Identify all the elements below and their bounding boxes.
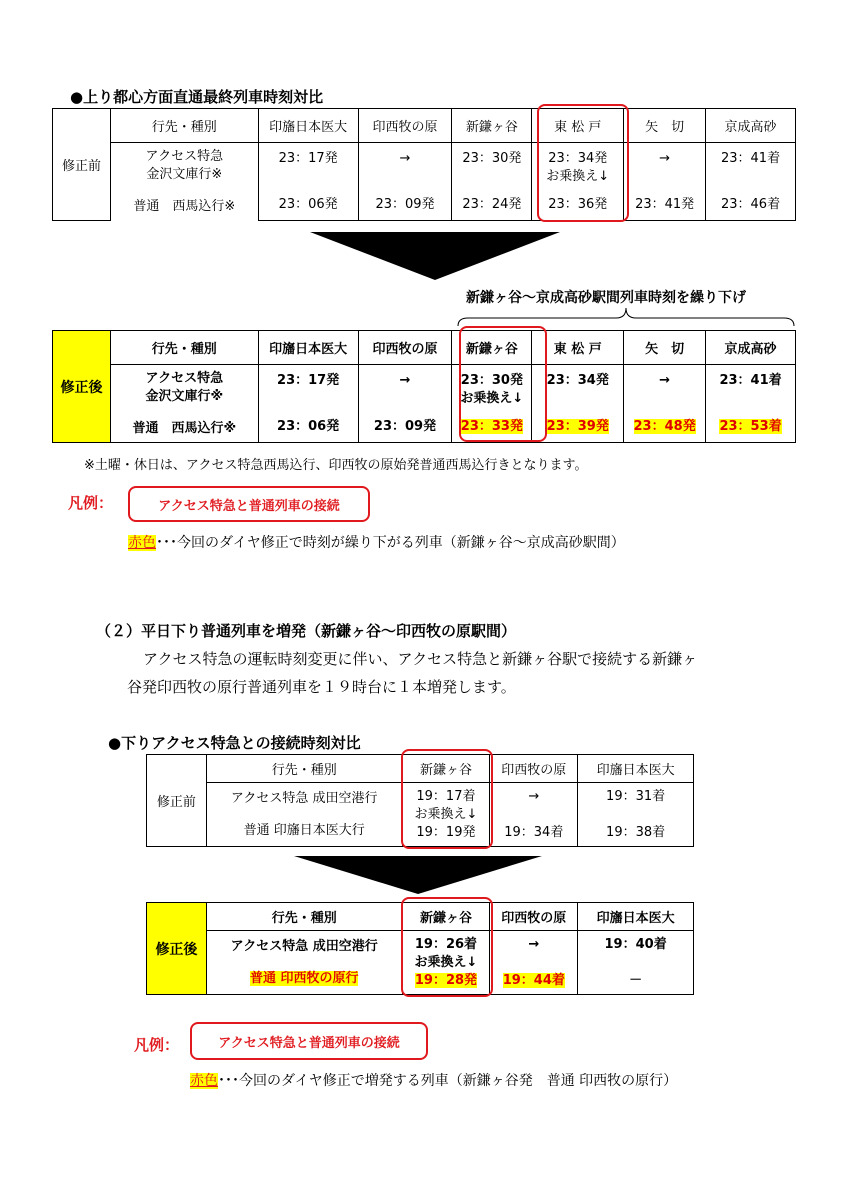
time-cell: 23：46着	[720, 196, 781, 212]
transfer-note: お乗換え↓	[414, 954, 478, 970]
time-cell: 23：24発	[462, 196, 522, 212]
train-types	[110, 143, 258, 221]
header-station: 印旛日本医大	[578, 903, 694, 931]
transfer-note: お乗換え↓	[460, 390, 524, 406]
train-types	[110, 365, 258, 443]
header-type: 行先・種別	[206, 903, 402, 931]
header-station: 京成高砂	[706, 331, 796, 365]
header-station: 印西牧の原	[358, 109, 452, 143]
time-cell: 19：38着	[606, 824, 666, 840]
color-key-text: ･･･今回のダイヤ修正で時刻が繰り下がる列車（新鎌ヶ谷～京成高砂駅間）	[156, 535, 625, 551]
legend-label: 凡例：	[68, 494, 114, 512]
color-key	[128, 532, 625, 552]
header-station: 印旛日本医大	[258, 109, 358, 143]
header-station: 新鎌ヶ谷	[402, 903, 490, 931]
row-label-before: 修正前	[53, 109, 111, 221]
time-cell: →	[528, 936, 540, 952]
time-cell-changed: 23：33発	[460, 418, 523, 434]
header-station: 東 松 戸	[532, 109, 624, 143]
transfer-note: お乗換え↓	[546, 168, 610, 184]
train-type-local: 普通 印旛日本医大行	[243, 822, 365, 838]
train-type-express: アクセス特急 成田空港行	[230, 938, 378, 954]
color-key-word: 赤色	[128, 535, 156, 551]
time-cell: →	[528, 788, 540, 804]
legend-box: アクセス特急と普通列車の接続	[190, 1022, 428, 1060]
time-cell: →	[399, 150, 411, 166]
color-key	[190, 1070, 677, 1090]
color-key-word: 赤色	[190, 1073, 218, 1089]
bracket-label: 新鎌ヶ谷～京成高砂駅間列車時刻を繰り下げ	[466, 290, 746, 306]
train-dest-express: 金沢文庫行※	[146, 166, 223, 182]
header-station: 印西牧の原	[490, 903, 578, 931]
highlight-shin-kamagaya	[401, 897, 493, 997]
header-station: 印旛日本医大	[578, 755, 694, 783]
row-label-before: 修正前	[147, 755, 207, 847]
time-cell: 23：09発	[375, 196, 435, 212]
time-cell: 23：30発	[462, 150, 522, 166]
header-station: 印旛日本医大	[258, 331, 358, 365]
time-cell: 23：41着	[719, 372, 782, 388]
header-station: 東 松 戸	[532, 331, 624, 365]
time-cell: 23：30発	[460, 372, 523, 388]
time-cell: →	[399, 372, 411, 388]
train-type-express: アクセス特急	[145, 148, 224, 164]
highlight-shin-kamagaya	[459, 326, 547, 442]
time-cell: 23：34発	[546, 372, 609, 388]
time-cell: 23：09発	[373, 418, 437, 434]
time-cell: →	[659, 150, 671, 166]
header-station: 新鎌ヶ谷	[402, 755, 490, 783]
train-type-local: 普通 西馬込行※	[133, 198, 236, 214]
section1-heading: ●上り都心方面直通最終列車時刻対比	[70, 88, 324, 106]
time-cell: 23：06発	[278, 196, 338, 212]
train-type-express: アクセス特急	[145, 370, 224, 386]
highlight-higashi-matsudo	[537, 104, 629, 222]
time-cell: 23：36発	[548, 196, 608, 212]
time-cell-new: 19：28発	[414, 972, 478, 988]
time-cell: 19：19発	[416, 824, 476, 840]
timetable-after-up	[52, 330, 796, 443]
time-cell: 23：41発	[635, 196, 695, 212]
legend-label: 凡例：	[134, 1036, 180, 1054]
time-cell-changed: 23：39発	[546, 418, 609, 434]
header-type: 行先・種別	[110, 109, 258, 143]
timetable-before-up	[52, 108, 796, 221]
header-station: 矢 切	[624, 331, 706, 365]
row-label-after: 修正後	[53, 331, 111, 443]
time-cell-changed: 23：48発	[633, 418, 696, 434]
time-cell-changed: 23：53着	[719, 418, 782, 434]
time-cell: 19：34着	[504, 824, 564, 840]
color-key-text: ･･･今回のダイヤ修正で増発する列車（新鎌ヶ谷発 普通 印西牧の原行）	[218, 1073, 678, 1089]
bracket-icon	[456, 306, 796, 328]
time-cell: 23：41着	[720, 150, 781, 166]
transfer-note: お乗換え↓	[414, 806, 478, 822]
header-type: 行先・種別	[110, 331, 258, 365]
time-cell: 23：17発	[278, 150, 338, 166]
time-cell: －	[629, 972, 643, 988]
header-station: 矢 切	[624, 109, 706, 143]
down-arrow-icon	[294, 856, 542, 896]
time-cell: 23：17発	[277, 372, 340, 388]
time-cell: 19：40着	[604, 936, 667, 952]
header-station: 京成高砂	[706, 109, 796, 143]
header-station: 印西牧の原	[490, 755, 578, 783]
time-cell: 19：31着	[606, 788, 666, 804]
time-cell: 23：06発	[277, 418, 340, 434]
time-cell: →	[659, 372, 671, 388]
section2-para-line2: 谷発印西牧の原行普通列車を１９時台に１本増発します。	[127, 678, 516, 696]
train-type-express: アクセス特急 成田空港行	[230, 790, 378, 806]
header-station: 新鎌ヶ谷	[452, 331, 532, 365]
train-type-local: 普通 西馬込行※	[132, 420, 237, 436]
time-cell: 19：26着	[414, 936, 478, 952]
header-station: 印西牧の原	[358, 331, 452, 365]
time-cell-new: 19：44着	[502, 972, 565, 988]
legend-box: アクセス特急と普通列車の接続	[128, 486, 370, 522]
train-dest-express: 金沢文庫行※	[145, 388, 224, 404]
down-arrow-icon	[310, 232, 560, 282]
time-cell: 23：34発	[548, 150, 608, 166]
section2-para-line1: アクセス特急の運転時刻変更に伴い、アクセス特急と新鎌ヶ谷駅で接続する新鎌ヶ	[143, 650, 698, 668]
section2-heading: ●下りアクセス特急との接続時刻対比	[108, 734, 361, 752]
train-type-local-new: 普通 印西牧の原行	[249, 970, 359, 986]
highlight-shin-kamagaya	[401, 749, 493, 849]
section2-title: （２）平日下り普通列車を増発（新鎌ヶ谷～印西牧の原駅間）	[96, 622, 517, 640]
header-type: 行先・種別	[206, 755, 402, 783]
header-station: 新鎌ヶ谷	[452, 109, 532, 143]
time-cell: 19：17着	[416, 788, 476, 804]
footnote: ※土曜・休日は、アクセス特急西馬込行、印西牧の原始発普通西馬込行きとなります。	[84, 458, 588, 473]
row-label-after: 修正後	[147, 903, 207, 995]
